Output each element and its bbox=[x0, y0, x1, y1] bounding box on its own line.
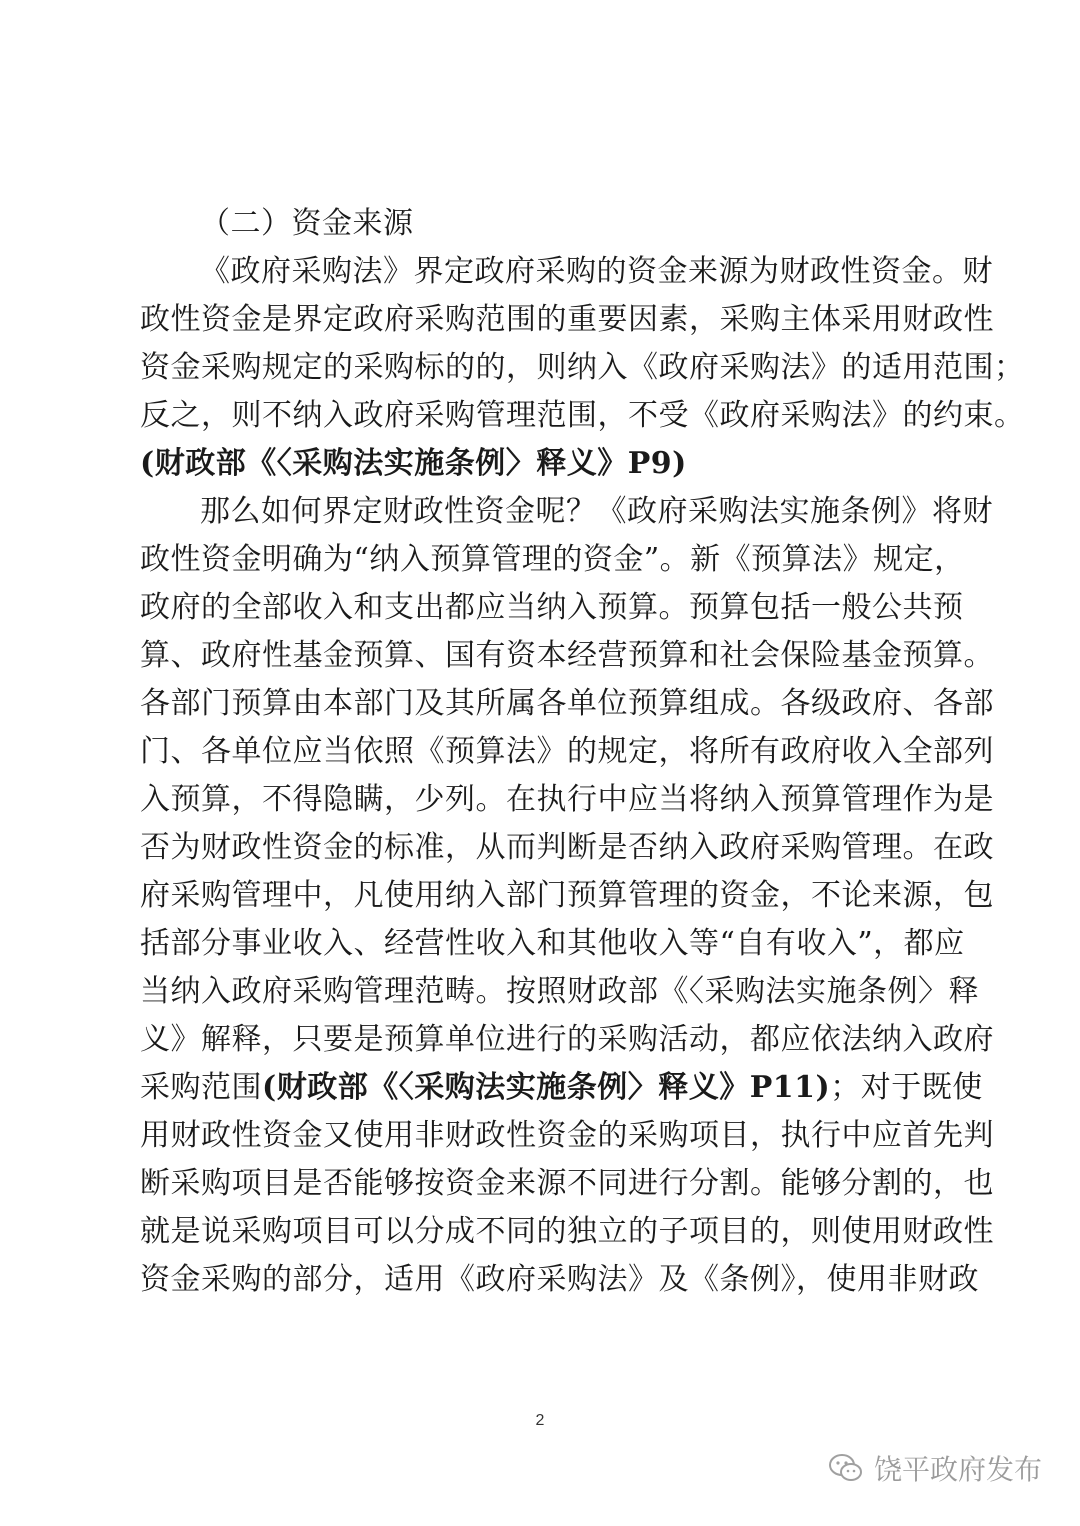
paragraph-line: 政性资金是界定政府采购范围的重要因素，采购主体采用财政性 bbox=[140, 302, 994, 337]
inline-citation: (财政部《〈采购法实施条例〉释义》P11) bbox=[262, 1070, 831, 1105]
paragraph-line: 那么如何界定财政性资金呢？《政府采购法实施条例》将财 bbox=[200, 494, 993, 529]
paragraph-line: 政府的全部收入和支出都应当纳入预算。预算包括一般公共预 bbox=[140, 590, 964, 625]
paragraph-line: 资金采购规定的采购标的的，则纳入《政府采购法》的适用范围； bbox=[140, 350, 1025, 385]
citation-line: (财政部《〈采购法实施条例〉释义》P9) bbox=[140, 446, 687, 481]
paragraph-line: 用财政性资金又使用非财政性资金的采购项目，执行中应首先判 bbox=[140, 1118, 994, 1153]
paragraph-line: 反之，则不纳入政府采购管理范围，不受《政府采购法》的约束。 bbox=[140, 398, 1025, 433]
paragraph-line: 否为财政性资金的标准，从而判断是否纳入政府采购管理。在政 bbox=[140, 830, 994, 865]
paragraph-text: 采购范围 bbox=[140, 1070, 262, 1105]
paragraph-line: 府采购管理中，凡使用纳入部门预算管理的资金，不论来源，包 bbox=[140, 878, 994, 913]
section-heading: （二）资金来源 bbox=[200, 206, 414, 241]
paragraph-line: 算、政府性基金预算、国有资本经营预算和社会保险基金预算。 bbox=[140, 638, 994, 673]
paragraph-line: 政性资金明确为“纳入预算管理的资金”。新《预算法》规定， bbox=[140, 542, 965, 577]
paragraph-line: 各部门预算由本部门及其所属各单位预算组成。各级政府、各部 bbox=[140, 686, 994, 721]
paragraph-line: 《政府采购法》界定政府采购的资金来源为财政性资金。财 bbox=[200, 254, 993, 289]
paragraph-text: ；对于既使 bbox=[830, 1070, 983, 1105]
paragraph-line: 义》解释，只要是预算单位进行的采购活动，都应依法纳入政府 bbox=[140, 1022, 994, 1057]
paragraph-line: 括部分事业收入、经营性收入和其他收入等“自有收入”，都应 bbox=[140, 926, 965, 961]
paragraph-line-with-citation bbox=[140, 1064, 983, 1112]
paragraph-line: 资金采购的部分，适用《政府采购法》及《条例》，使用非财政 bbox=[140, 1262, 979, 1297]
page-number: 2 bbox=[535, 1412, 545, 1429]
watermark-text: 饶平政府发布 bbox=[873, 1453, 1042, 1486]
paragraph-line: 就是说采购项目可以分成不同的独立的子项目的，则使用财政性 bbox=[140, 1214, 994, 1249]
paragraph-line: 当纳入政府采购管理范畴。按照财政部《〈采购法实施条例〉释 bbox=[140, 974, 979, 1009]
paragraph-line: 入预算，不得隐瞒，少列。在执行中应当将纳入预算管理作为是 bbox=[140, 782, 994, 817]
paragraph-line: 断采购项目是否能够按资金来源不同进行分割。能够分割的，也 bbox=[140, 1166, 994, 1201]
wechat-icon bbox=[828, 1452, 864, 1484]
document-body bbox=[140, 200, 1025, 1304]
paragraph-line: 门、各单位应当依照《预算法》的规定，将所有政府收入全部列 bbox=[140, 734, 994, 769]
watermark bbox=[828, 1448, 1042, 1488]
